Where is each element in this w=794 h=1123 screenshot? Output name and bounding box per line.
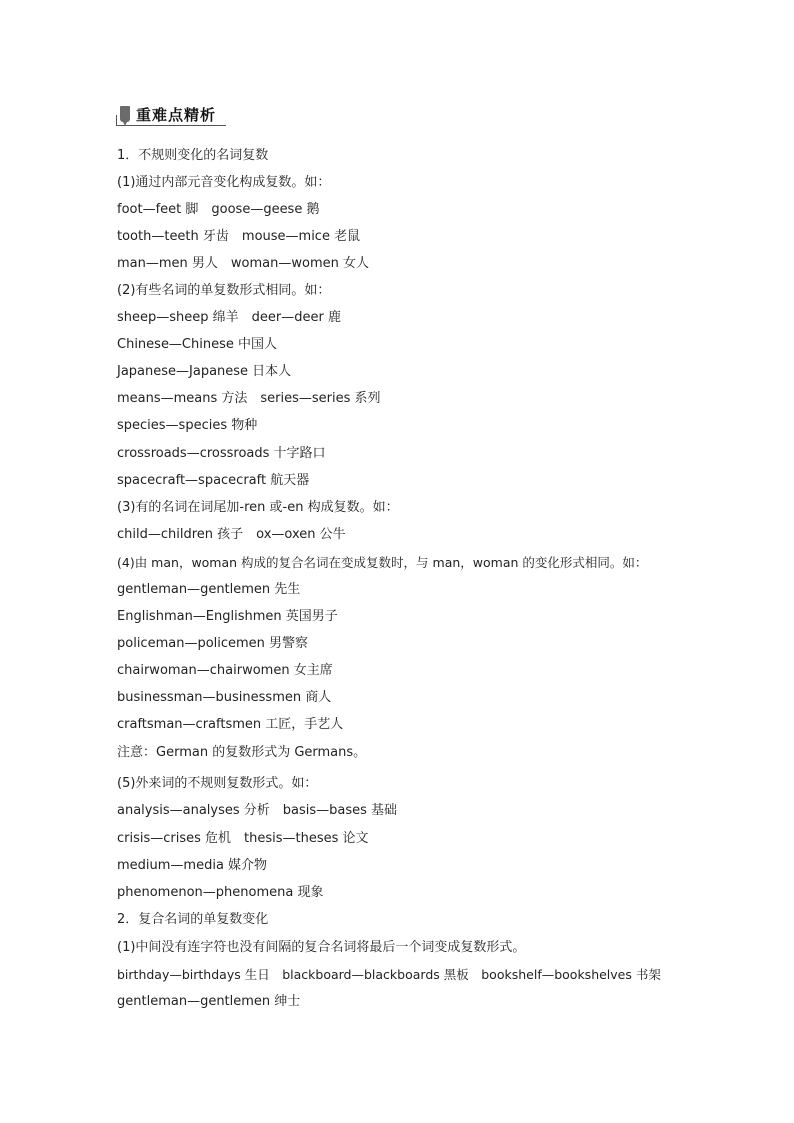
bookmark-icon	[120, 106, 130, 122]
section-header	[116, 103, 226, 127]
text-line: gentleman—gentlemen 绅士	[117, 994, 301, 1009]
text-line: child—children 孩子 ox—oxen 公牛	[117, 527, 346, 542]
text-line: analysis—analyses 分析 basis—bases 基础	[117, 803, 398, 818]
header-rule-left	[116, 115, 117, 125]
heading-2: 2．复合名词的单复数变化	[117, 912, 269, 927]
subheading-1-2: (2)有些名词的单复数形式相同。如：	[117, 283, 331, 298]
text-line: Japanese—Japanese 日本人	[117, 364, 292, 379]
note-line: 注意：German 的复数形式为 Germans。	[117, 745, 367, 760]
text-line: Chinese—Chinese 中国人	[117, 337, 278, 352]
text-line: foot—feet 脚 goose—geese 鹅	[117, 202, 320, 217]
text-line: species—species 物种	[117, 418, 258, 433]
text-line: Englishman—Englishmen 英国男子	[117, 609, 338, 624]
text-line: spacecraft—spacecraft 航天器	[117, 473, 310, 488]
text-line: means—means 方法 series—series 系列	[117, 391, 381, 406]
text-line: crossroads—crossroads 十字路口	[117, 446, 326, 461]
text-line: man—men 男人 woman—women 女人	[117, 256, 369, 271]
text-line: crisis—crises 危机 thesis—theses 论文	[117, 831, 369, 846]
subheading-1-5: (5)外来词的不规则复数形式。如：	[117, 776, 318, 791]
text-line: gentleman—gentlemen 先生	[117, 582, 301, 597]
header-rule	[116, 125, 226, 126]
text-line: birthday—birthdays 生日 blackboard—blackboards 黑板 bookshelf—bookshelves 书架	[117, 967, 661, 982]
text-line: phenomenon—phenomena 现象	[117, 885, 324, 900]
text-line: tooth—teeth 牙齿 mouse—mice 老鼠	[117, 229, 361, 244]
text-line: sheep—sheep 绵羊 deer—deer 鹿	[117, 310, 341, 325]
text-line: policeman—policemen 男警察	[117, 636, 309, 651]
heading-1: 1．不规则变化的名词复数	[117, 148, 269, 163]
text-line: businessman—businessmen 商人	[117, 690, 332, 705]
text-line: medium—media 媒介物	[117, 858, 268, 873]
text-line: chairwoman—chairwomen 女主席	[117, 663, 333, 678]
section-title: 重难点精析	[136, 106, 217, 124]
subheading-1-3: (3)有的名词在词尾加-ren 或-en 构成复数。如：	[117, 500, 399, 515]
subheading-2-1: (1)中间没有连字符也没有间隔的复合名词将最后一个词变成复数形式。	[117, 940, 526, 955]
subheading-1-4: (4)由 man，woman 构成的复合名词在变成复数时，与 man，woman 的变化形式相同。如：	[117, 555, 648, 570]
text-line: craftsman—craftsmen 工匠，手艺人	[117, 717, 344, 732]
subheading-1-1: (1)通过内部元音变化构成复数。如：	[117, 175, 331, 190]
